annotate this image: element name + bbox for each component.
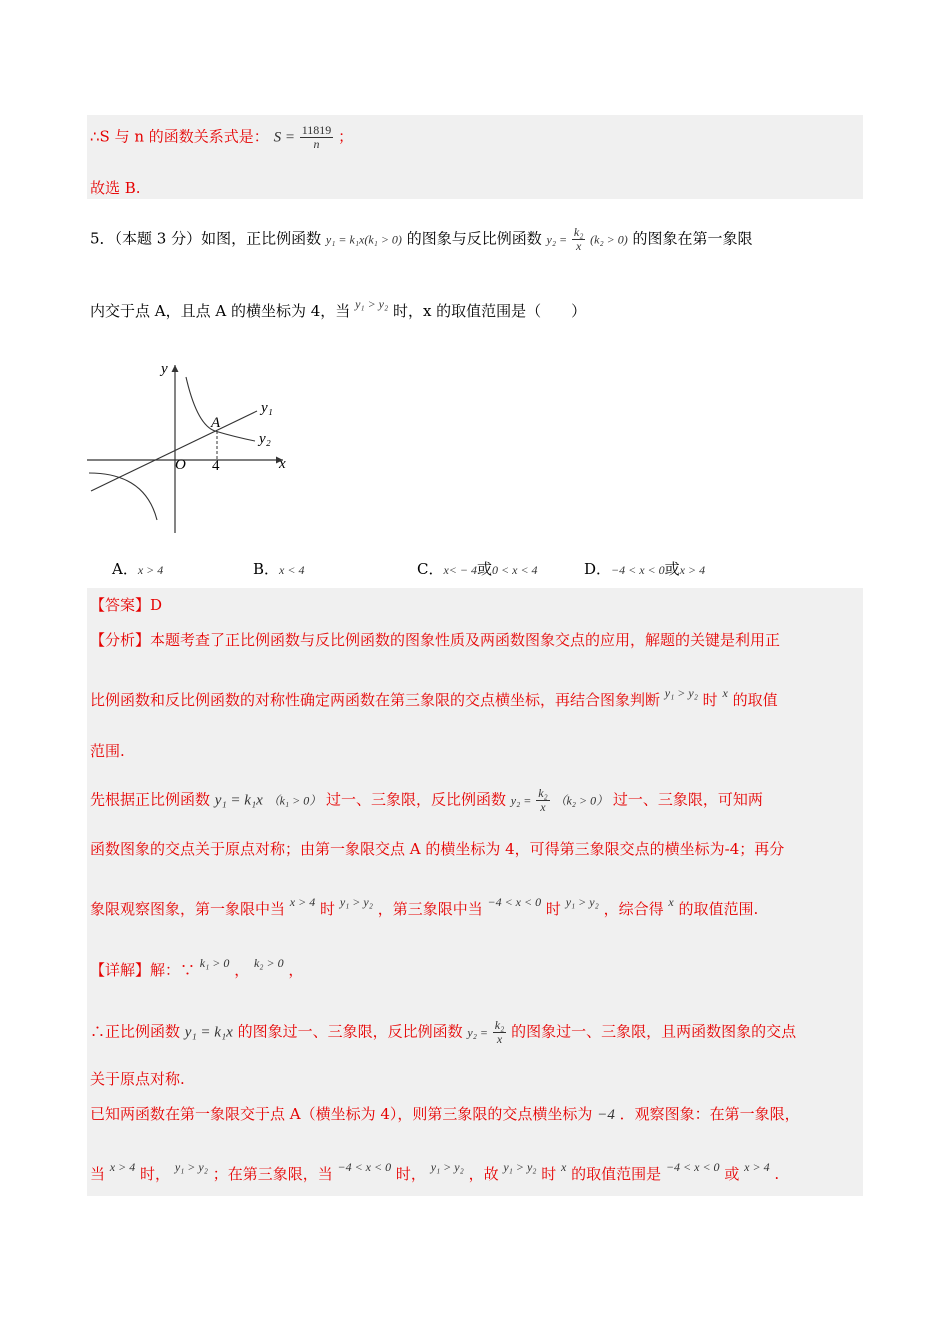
analysis-line-3: 范围. xyxy=(90,742,125,760)
x-label: x xyxy=(279,456,286,472)
question-line-1: 5．（本题 3 分）如图，正比例函数 y₁ = k₁x(k₁ > 0) 的图象与反比例函数 y₂ = $\frac{\text{k₂}}{x}$ (k₂ > 0) 的图象在第一象限 xyxy=(90,225,753,254)
hyperbola-q1 xyxy=(186,377,255,441)
analysis-line-2: 比例函数和反比例函数的对称性确定两函数在第三象限的交点横坐标，再结合图象判断 $^{y_1 > y_2}$ 时 $^x$ 的取值 xyxy=(90,686,778,709)
detail-line-2: ∴正比例函数 y₁ = k₁x 的图象过一、三象限，反比例函数 y₂ = $\frac{\text{k₂}}{x}$ 的图象过一、三象限，且两函数图象的交点 xyxy=(90,1018,797,1047)
hyperbola-q3 xyxy=(89,473,157,520)
y2-line-label: y₂ xyxy=(259,431,271,447)
origin-label: O xyxy=(175,457,186,473)
analysis-line-1: 【分析】本题考查了正比例函数与反比例函数的图象性质及两函数图象交点的应用，解题的关键是利用正 xyxy=(90,631,781,649)
method-line-2: 函数图象的交点关于原点对称；由第一象限交点 A 的横坐标为 4，可得第三象限交点的横坐标为-4；再分 xyxy=(90,840,785,858)
method-line-3: 象限观察图象，第一象限中当 $^{x > 4}$ 时 $^{y_1 > y_2}$ ，第三象限中当 $^{-4 < x < 0}$ 时 $^{y_1 > y_2}$ ，综合得 $^x$ 的取值范围. xyxy=(90,895,759,918)
tick-4-label: 4 xyxy=(212,458,220,474)
option-a[interactable]: A．x > 4 xyxy=(112,560,164,578)
detail-line-4: 已知两函数在第一象限交于点 A（横坐标为 4），则第三象限的交点横坐标为 −4 ．观察图象：在第一象限， xyxy=(90,1105,800,1123)
question-line-2: 内交于点 A，且点 A 的横坐标为 4，当 $^{y_1 > y_2}$ 时，x 的取值范围是（ ） xyxy=(90,297,587,320)
detail-line-1: 【详解】解：∵ $^{k_1 > 0}$ ， $^{k_2 > 0}$ ， xyxy=(90,956,304,979)
y-label: y xyxy=(161,361,168,377)
detail-line-3: 关于原点对称. xyxy=(90,1070,185,1088)
answer-label: 【答案】D xyxy=(90,596,163,614)
point-a-label: A xyxy=(211,415,221,431)
choose-line: 故选 B. xyxy=(90,179,141,197)
option-d[interactable]: D．−4 < x < 0或x > 4 xyxy=(584,560,706,578)
function-graph xyxy=(85,355,315,540)
line-y1 xyxy=(91,411,257,491)
y1-line-label: y₁ xyxy=(261,400,273,416)
method-line-1: 先根据正比例函数 y₁ = k₁x （k₁ > 0） 过一、三象限，反比例函数 y₂ = $\frac{\text{k₂}}{x}$ （k₂ > 0） 过一、三象限，可知两 xyxy=(90,786,763,815)
relation-line: ∴S 与 n 的函数关系式是： S = $\frac{11819}{n}$ ； xyxy=(90,123,354,152)
detail-line-5: 当 $^{x > 4}$ 时， $^{y_1 > y_2}$ ；在第三象限，当 $^{-4 < x < 0}$ 时， $^{y_1 > y_2}$ ，故 $^{y_1 > y_2}$ 时 $^x$ 的取值范围是 $^{-4 < x < 0}$ 或 $^{x > 4}$ . xyxy=(90,1160,780,1183)
option-b[interactable]: B．x < 4 xyxy=(253,560,305,578)
option-c[interactable]: C．x< − 4或0 < x < 4 xyxy=(417,560,538,578)
